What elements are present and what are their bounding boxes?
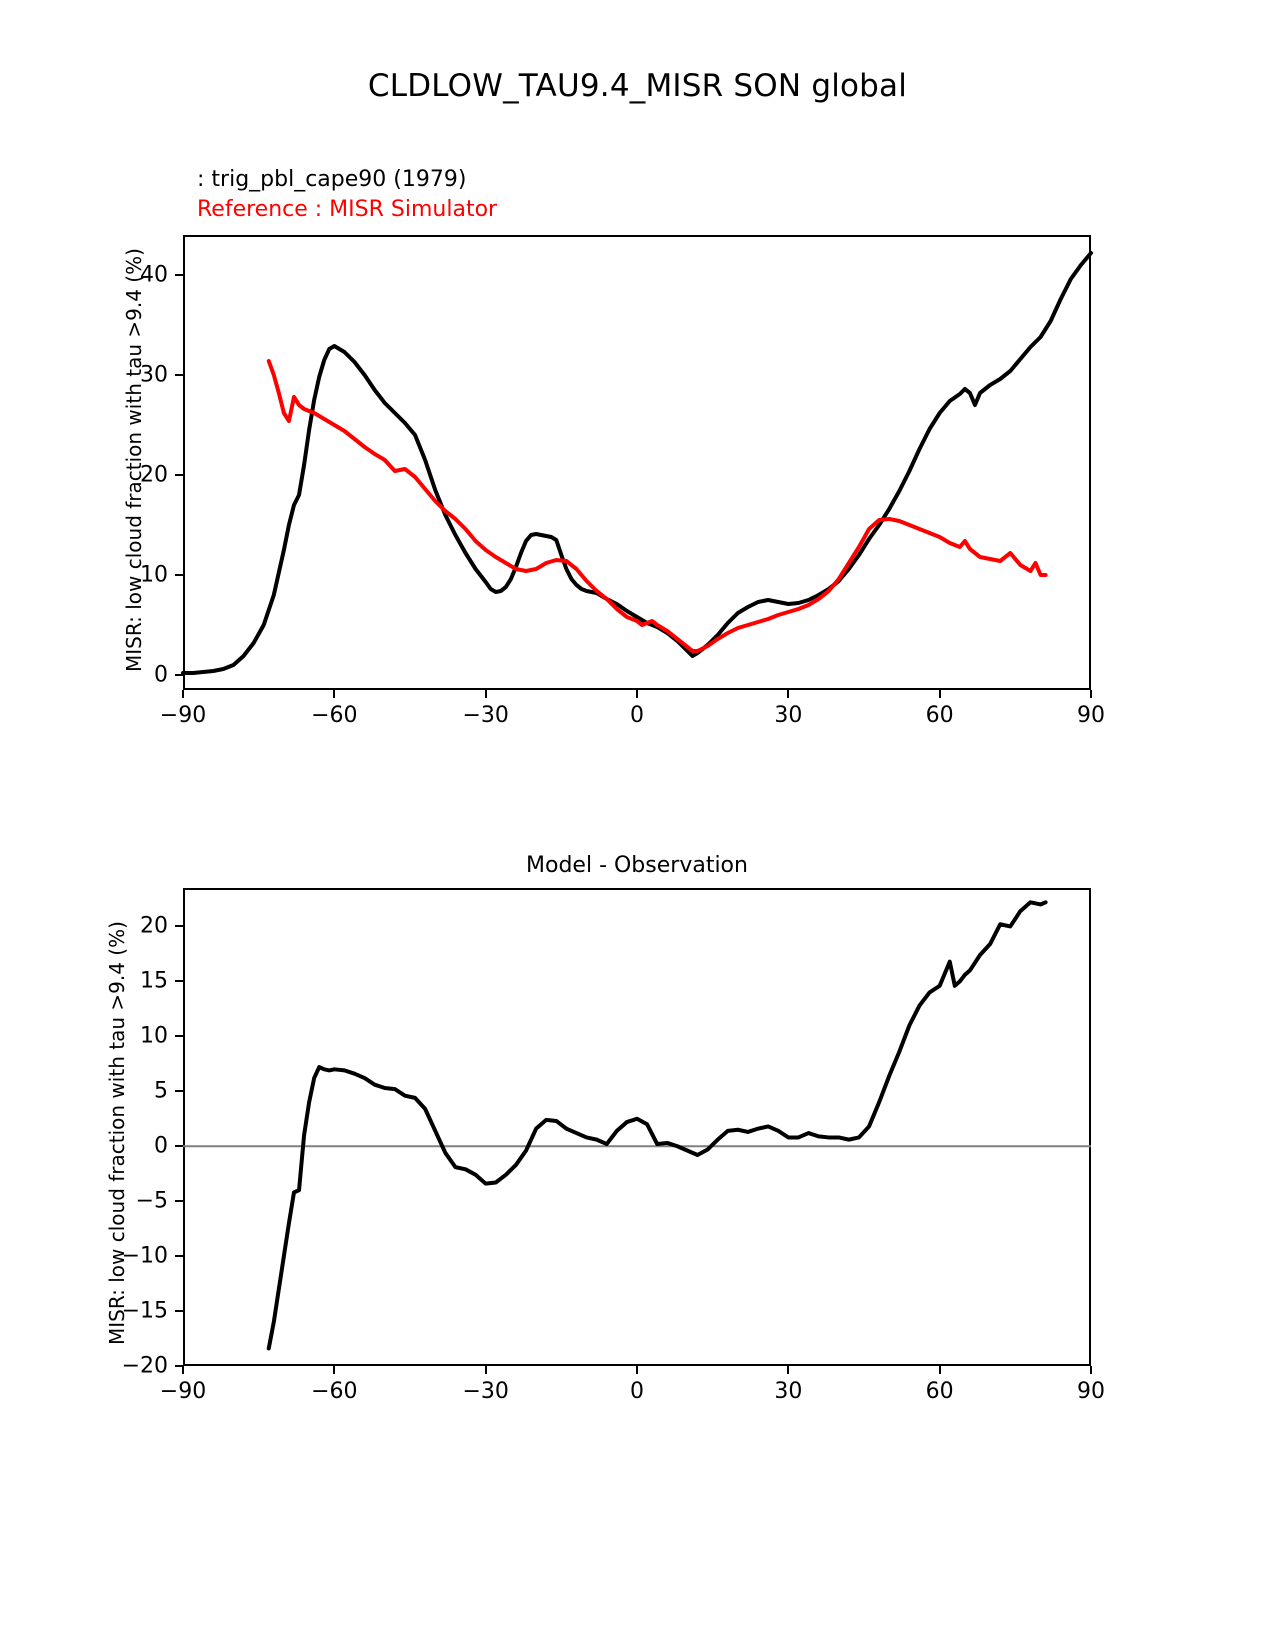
x-tick-label: 30 (774, 703, 803, 728)
x-tickmark (939, 1366, 941, 1374)
x-tickmark (1090, 690, 1092, 698)
x-tick-label: −30 (462, 703, 509, 728)
panel1-axes (183, 235, 1091, 690)
y-tick-label: 20 (140, 913, 168, 939)
y-tickmark (175, 474, 183, 476)
x-tick-label: −90 (159, 1379, 207, 1404)
y-tick-label: −5 (135, 1188, 168, 1214)
y-tick-label: 15 (140, 968, 168, 994)
x-tickmark (636, 1366, 638, 1374)
x-tick-label: 60 (925, 703, 954, 728)
x-tickmark (787, 690, 789, 698)
x-tickmark (939, 690, 941, 698)
x-tick-label: −90 (159, 703, 207, 728)
y-tickmark (175, 1310, 183, 1312)
panel2-y-axis-label: MISR: low cloud fraction with tau >9.4 (%) (105, 921, 129, 1345)
y-tickmark (175, 1090, 183, 1092)
y-tickmark (175, 1255, 183, 1257)
series-line-0 (183, 253, 1091, 673)
y-tick-label: 30 (140, 362, 168, 388)
y-tick-label: −15 (121, 1298, 168, 1324)
x-tick-label: −60 (311, 703, 358, 728)
x-tick-label: 0 (630, 1379, 644, 1404)
x-tick-label: 0 (630, 703, 644, 728)
y-tick-label: 5 (154, 1078, 168, 1104)
y-tick-label: 20 (140, 462, 168, 488)
x-tickmark (636, 690, 638, 698)
panel1-y-axis-label: MISR: low cloud fraction with tau >9.4 (%) (122, 248, 146, 672)
y-tickmark (175, 1145, 183, 1147)
x-tickmark (485, 690, 487, 698)
y-tickmark (175, 980, 183, 982)
x-tick-label: 60 (925, 1379, 954, 1404)
panel1-plot (183, 235, 1091, 690)
x-tickmark (182, 690, 184, 698)
y-tick-label: 0 (154, 1133, 168, 1159)
legend-reference-entry: Reference : MISR Simulator (197, 197, 498, 222)
x-tick-label: 30 (774, 1379, 803, 1404)
x-tickmark (787, 1366, 789, 1374)
x-tick-label: 90 (1077, 1379, 1105, 1404)
x-tick-label: −30 (462, 1379, 509, 1404)
x-tickmark (182, 1366, 184, 1374)
y-tick-label: −10 (121, 1243, 168, 1269)
x-tickmark (333, 690, 335, 698)
y-tickmark (175, 1365, 183, 1367)
panel2-axes (183, 888, 1091, 1366)
x-tick-label: −60 (311, 1379, 358, 1404)
legend-model-entry: : trig_pbl_cape90 (1979) (197, 167, 467, 192)
panel2-title: Model - Observation (526, 853, 748, 878)
y-tick-label: 0 (154, 662, 168, 688)
y-tick-label: −20 (121, 1353, 168, 1379)
legend (197, 165, 497, 225)
x-tickmark (333, 1366, 335, 1374)
y-tick-label: 10 (140, 1023, 168, 1049)
y-tickmark (175, 274, 183, 276)
y-tick-label: 10 (140, 562, 168, 588)
y-tickmark (175, 1200, 183, 1202)
y-tickmark (175, 925, 183, 927)
y-tickmark (175, 674, 183, 676)
x-tick-label: 90 (1077, 703, 1105, 728)
y-tickmark (175, 374, 183, 376)
x-tickmark (1090, 1366, 1092, 1374)
panel2-plot (183, 888, 1091, 1366)
y-tick-label: 40 (140, 262, 168, 288)
y-tickmark (175, 1035, 183, 1037)
figure-title: CLDLOW_TAU9.4_MISR SON global (367, 68, 908, 104)
x-tickmark (485, 1366, 487, 1374)
series-line-0 (269, 902, 1046, 1348)
y-tickmark (175, 574, 183, 576)
